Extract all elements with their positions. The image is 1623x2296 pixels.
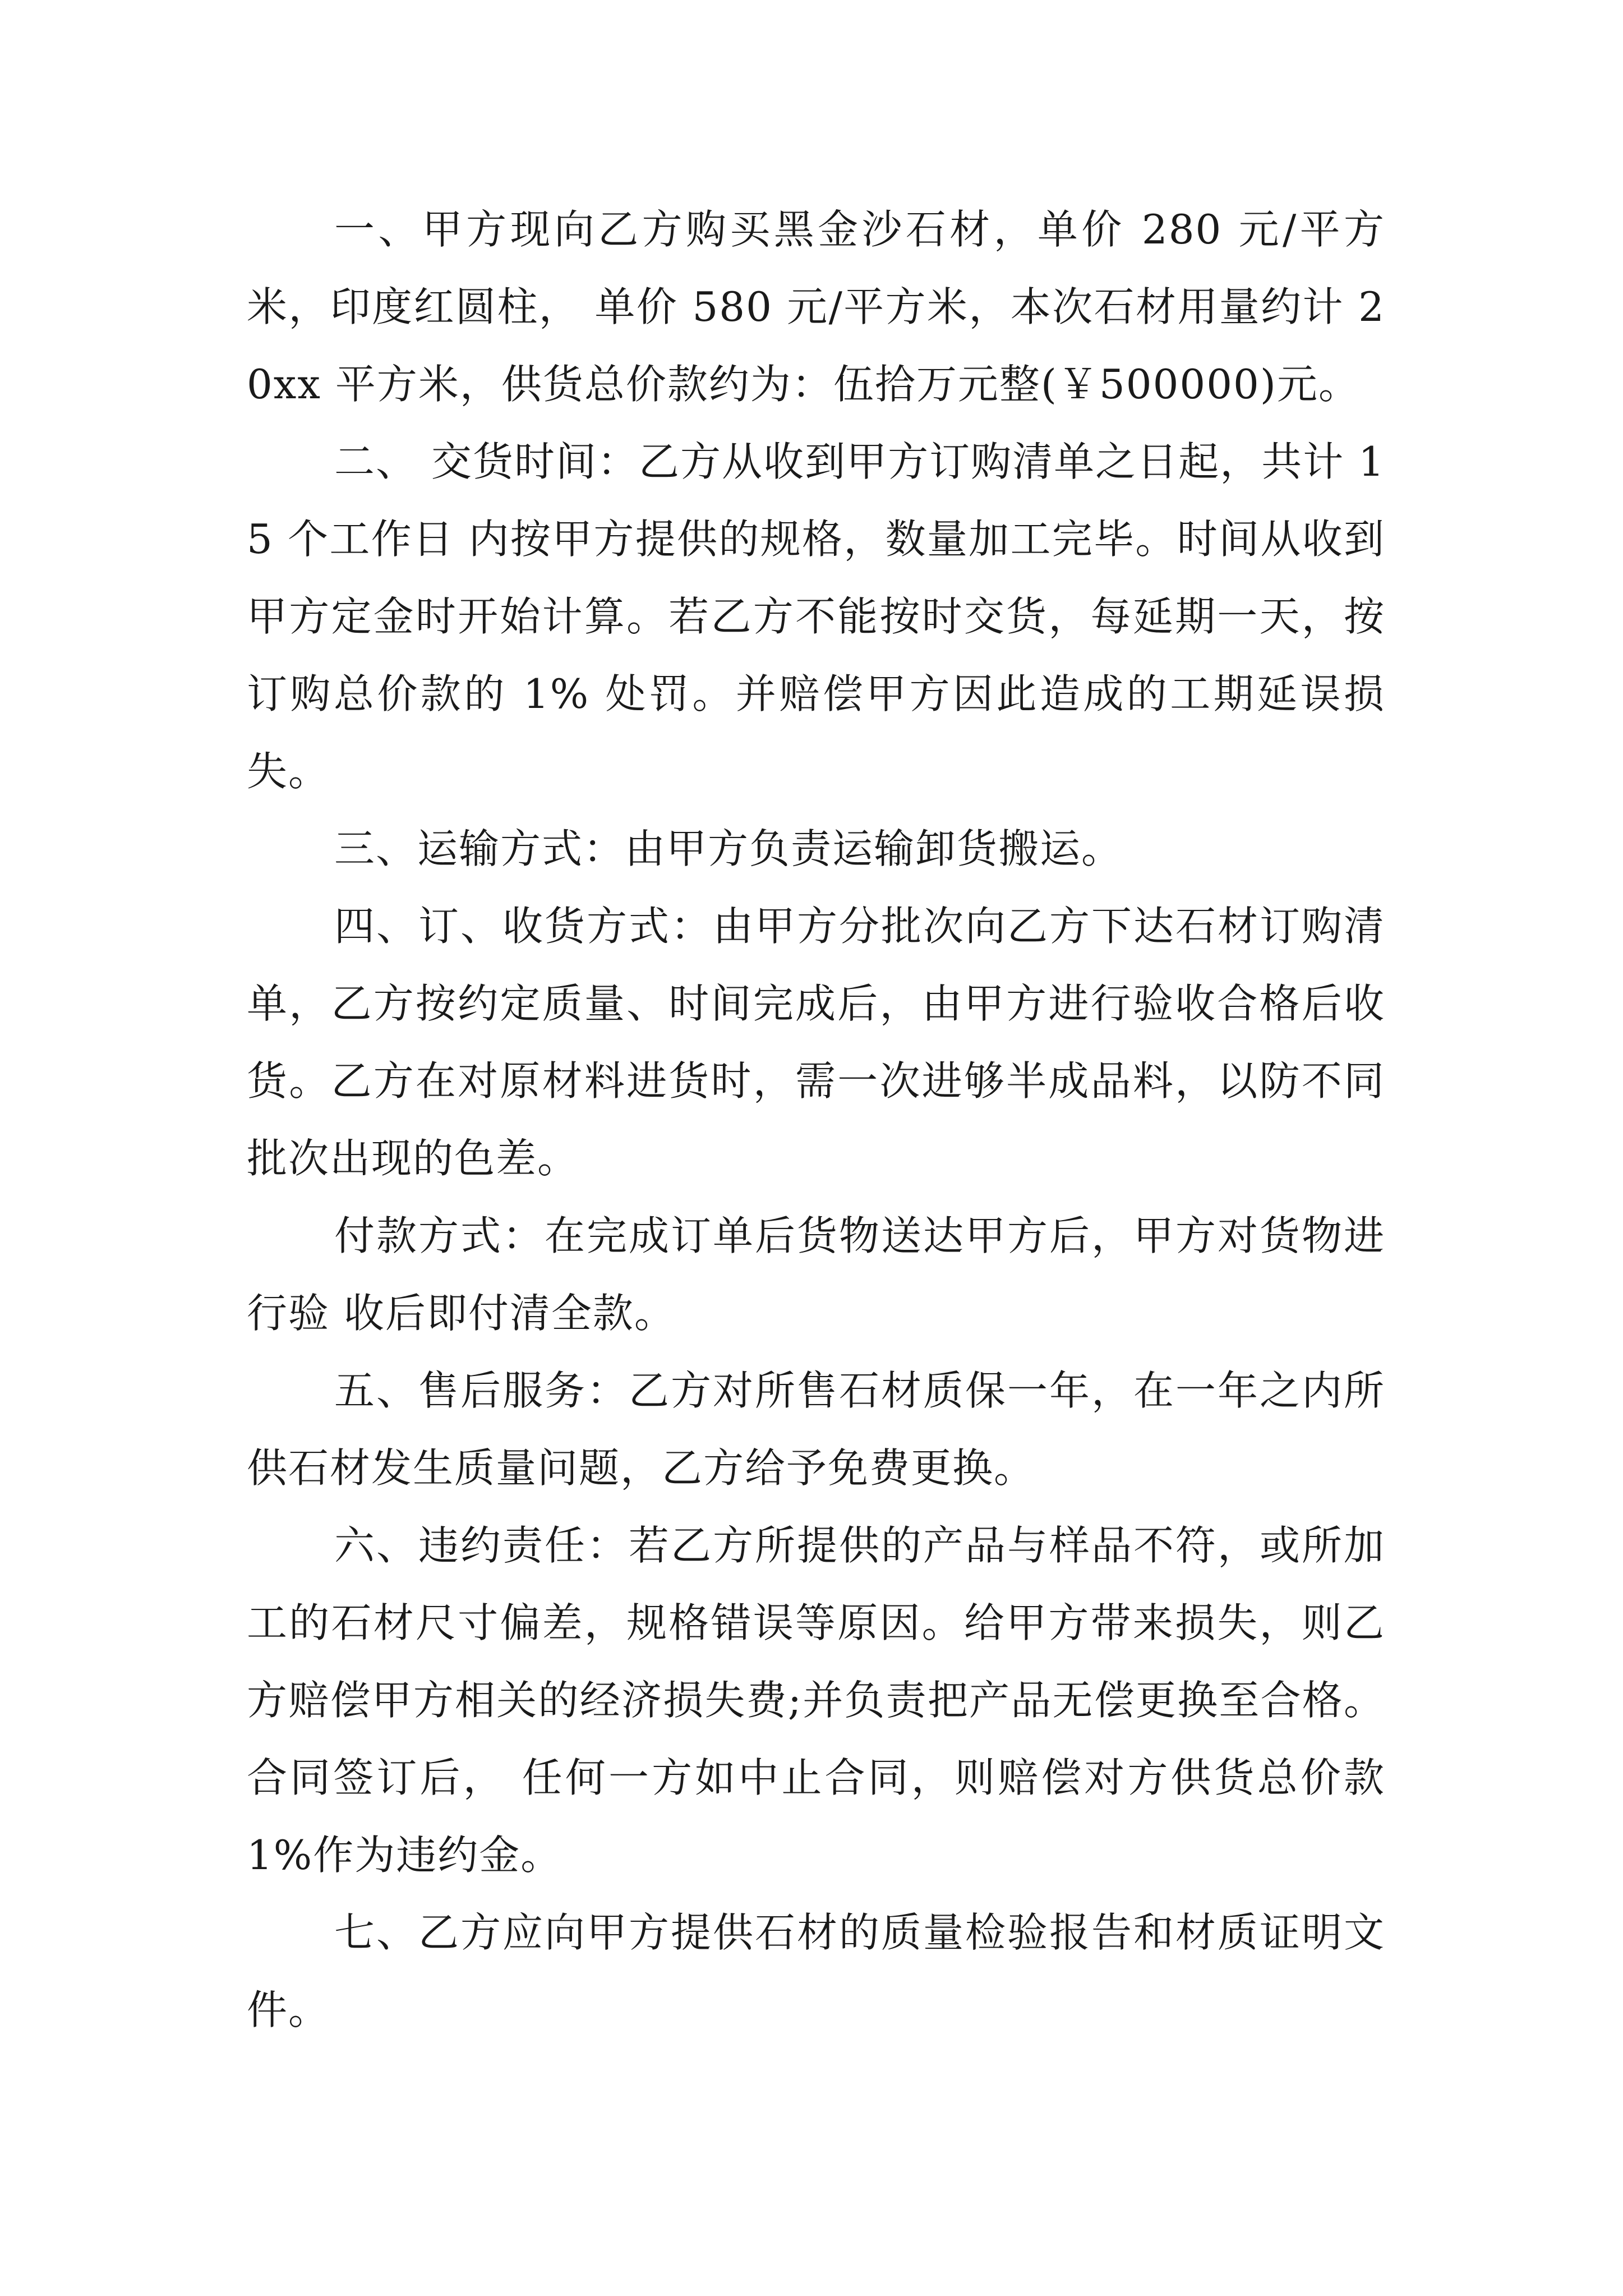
document-body	[247, 191, 1385, 2049]
clause-7-certificates: 七、乙方应向甲方提供石材的质量检验报告和材质证明文件。	[247, 1909, 1385, 2033]
clause-6-liability: 六、违约责任：若乙方所提供的产品与样品不符，或所加工的石材尺寸偏差，规格错误等原因。给甲方带来损失，则乙方赔偿甲方相关的经济损失费;并负责把产品无偿更换至合格。合同签订后， 任何一方如中止合同，则赔偿对方供货总价款 1%作为违约金。	[247, 1522, 1385, 1879]
clause-payment: 付款方式：在完成订单后货物送达甲方后，甲方对货物进行验 收后即付清全款。	[247, 1212, 1385, 1337]
clause-1-price: 一、甲方现向乙方购买黑金沙石材，单价 280 元/平方米，印度红圆柱， 单价 580 元/平方米，本次石材用量约计 20xx 平方米，供货总价款约为：伍拾万元整(￥500000)元。	[247, 206, 1385, 408]
clause-3-transport: 三、运输方式：由甲方负责运输卸货搬运。	[334, 825, 1123, 872]
clause-5-after-sales: 五、售后服务：乙方对所售石材质保一年，在一年之内所供石材发生质量问题，乙方给予免费更换。	[247, 1367, 1385, 1492]
clause-2-delivery-time: 二、 交货时间：乙方从收到甲方订购清单之日起，共计 15 个工作日 内按甲方提供的规格，数量加工完毕。时间从收到甲方定金时开始计算。若乙方不能按时交货，每延期一天，按订购总价款的 1% 处罚。并赔偿甲方因此造成的工期延误损失。	[247, 438, 1385, 795]
clause-4-ordering: 四、订、收货方式：由甲方分批次向乙方下达石材订购清单，乙方按约定质量、时间完成后，由甲方进行验收合格后收货。乙方在对原材料进货时，需一次进够半成品料，以防不同批次出现的色差。	[247, 903, 1385, 1182]
